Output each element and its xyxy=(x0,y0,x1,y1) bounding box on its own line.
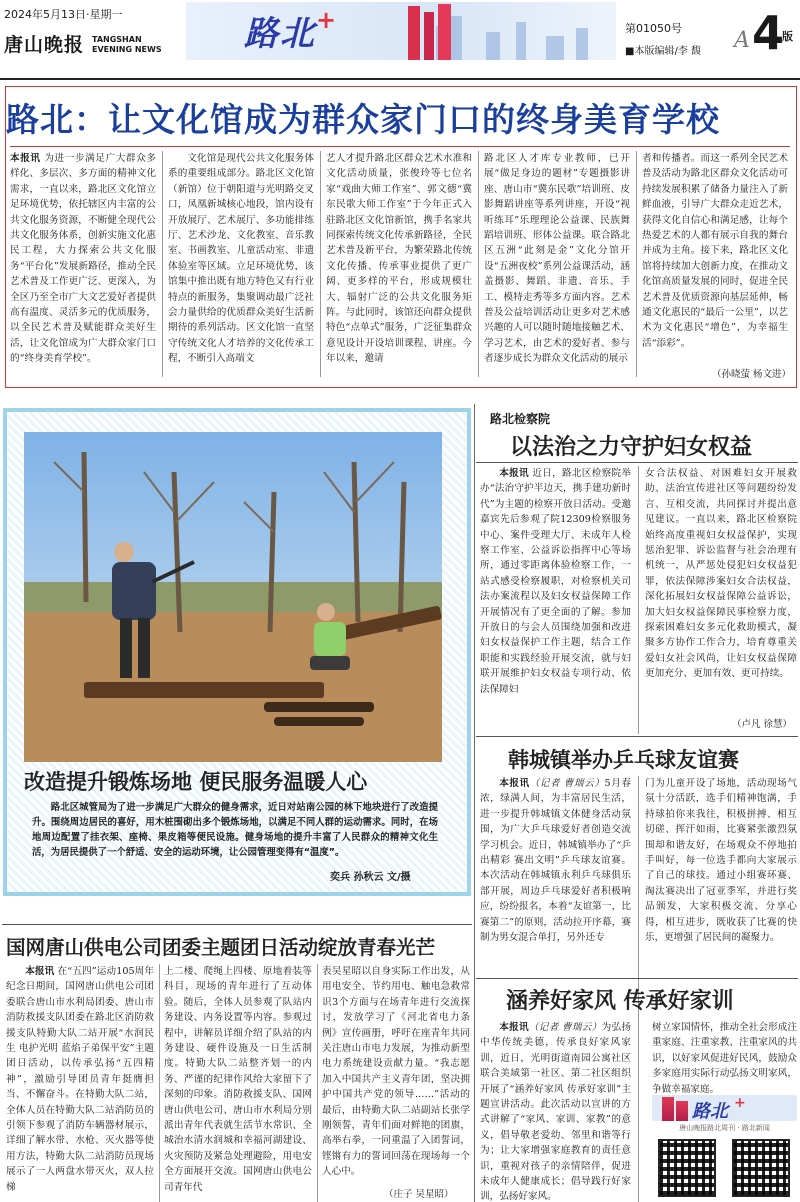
photo-story-caption: 路北区城管局为了进一步满足广大群众的健身需求，近日对站南公园的林下地块进行了改造提升。围绕周边居民的喜好，用木桩围砌出多个锻炼场地，以满足不同人群的运动需求。同时，在场地周边配置了挂衣架、座椅、果皮箱等便民设施。健身场地的提升丰富了人民群众的精神文化生活，为居民提供了一个舒适、安全的运动环境，让公园管理变得有“温度”。 xyxy=(32,802,438,858)
story-lead: 本报讯 xyxy=(499,468,529,479)
column-divider xyxy=(317,964,318,1202)
story-rule xyxy=(476,978,798,979)
page-number: 4 xyxy=(752,6,785,60)
paper-logo-en xyxy=(92,35,162,55)
promo-title: 路北 xyxy=(692,1101,728,1122)
photo-story-credit: 奕兵 孙秋云 文/摄 xyxy=(330,872,411,883)
promo-line: 唐山晚报路北周刊 · 路北新闻 xyxy=(679,1124,770,1132)
procuratorate-byline: （卢凡 徐慧） xyxy=(732,719,793,730)
procuratorate-title: 以法治之力守护妇女权益 xyxy=(510,435,753,460)
qr-code-icon[interactable] xyxy=(658,1139,716,1197)
park-photo xyxy=(24,432,442,762)
story-lead: 本报讯 xyxy=(25,966,55,977)
top-story-col-3: 艺人才提升路北区群众艺术水准和文化活动质量，张俊玲等七位名家“戏曲大师工作室”、郭文德“冀东民歌大师工作室”于今年正式入驻路北区文化馆新馆，携手名家共同探索传统文化传承新路径，全民艺术普及新平台，为繁荣路北传统文化传播、传承事业提供了更广阔、更多样的平台，形成规模壮大、辐射广泛的公共文化服务矩阵。与此同时，该馆还向群众提供特色“点单式”服务，广泛征集群众意见设计开设培训课程、讲座。今年以来，邀请 xyxy=(326,153,472,365)
top-story-col-5: 者和传播者。而这一系列全民艺术普及活动为路北区群众文化活动可持续发展积累了储备力量注入了新鲜血液，引导广大群众走近艺术，获得文化自信心和满足感，让每个热爱艺术的人都有展示自我的舞台并成为主角。接下来，路北区文化馆将持续加大创新力度，在推动文化馆高质量发展的同时，促进全民艺术普及优质资源向基层延伸，畅通文化惠民的“最后一公里”，以艺术为文化惠民“增色”，为幸福生活“添彩”。 xyxy=(642,153,788,349)
story-text: 近日，路北区检察院举办“法治守护半边天，携手建功新时代”为主题的检察开放日活动。受邀嘉宾先后参观了院12309检察服务中心、案件受理大厅、未成年人检察工作室、公益诉讼指挥中心等场所，通过零距离体验检察工作，一站式感受检察履职，对检察机关司法办案流程以及妇女权益保障工作开展情况有了更全面的了解。参加开放日的与会人员围绕加强和改进妇女权益保护工作主题，结合工作职能和实践经验开展交流，就与妇联开展维护妇女权益专项行动、依法保障妇 xyxy=(480,468,631,695)
story-text: 5月春浓，绿满人间，为丰富居民生活，进一步提升韩城镇文体健身活动氛围，为广大乒乓球爱好者创造交流学习机会。近日，韩城镇举办了“乒出精彩 赛出文明”乒乓球友谊赛。本次活动在韩城镇永利乒乓球俱乐部开展，周边乒乓球爱好者积极响应，纷纷报名，本着“友谊第一，比赛第二”的原则，活动拉开序幕，赛制为男女混合单打，另外还专 xyxy=(480,778,631,944)
column-divider xyxy=(159,964,160,1202)
story-rule xyxy=(476,736,798,737)
masthead-rule xyxy=(0,78,800,80)
top-story-col-1 xyxy=(10,151,156,377)
paper-logo-en-line: TANGSHAN xyxy=(92,35,142,44)
story-text: 在“五四”运动105周年纪念日期间，国网唐山供电公司团委联合唐山市水利局团委、唐山市消防救援支队团委在路北区消防救援支队特勤大队二站开展“水润民生 电护光明 蓝焰子弟保平安”主题团日活动，以传承弘扬“五四精神”，激励引导团员青年挺膺担当、不懈奋斗。在特勤大队二站，全体人员在特勤大队二站消防员的引领下参观了消防车辆器材展示，详细了解水带、水枪、灭火器等使用方法，特勤大队二站消防员现场展示了一人两盘水带灭火，双人拉梯 xyxy=(6,966,154,1193)
column-divider xyxy=(638,466,639,734)
headline-rule xyxy=(10,146,790,147)
column-divider xyxy=(638,1020,639,1202)
section-plus: + xyxy=(316,6,339,34)
paper-logo: 唐山晚报 xyxy=(4,34,85,56)
column-divider xyxy=(162,151,163,377)
top-story-col-4: 路北区人才库专业教师，已开展“做足身边的题材”专题摄影讲座、唐山市“冀东民歌”培训班、皮影舞蹈讲座等系列讲座，开设“视听练耳”乐理理论公益课、民族舞蹈培训班、形体公益课。联合路北区五洲“此刻是金”文化分馆开设“五洲夜校”系列公益课活动，涵盖摄影、舞蹈、非遗、音乐、手工、模特走秀等多方面内容。艺术普及公益培训活动让更多对艺术感兴趣的人可以随时随地接触艺术、学习艺术，由艺术的爱好者、参与者逐步成长为群众文化活动的展示 xyxy=(484,153,630,365)
top-story-col-2: 文化馆是现代公共文化服务体系的重要组成部分。路北区文化馆（新馆）位于朝阳道与光明路交叉口，凤凰新城核心地段，馆内设有开放展厅、艺术展厅、多功能排练厅、艺术沙龙、文化教室、音乐教室、书画教室、儿童活动室、非遗体验室等区域。立足环境优势，该馆集中推出既有地方特色又有行业特点的新服务，集聚调动最广泛社会力量供给的优质群众美好生活新期待的系列活动。区文化馆一直坚守传统文化人才培养的文化传承工程，不断引入高端文 xyxy=(168,153,314,365)
pingpong-col-2: 门为儿童开设了场地，活动现场气氛十分活跃，选手们精神饱满，手持球拍你来我往，积极拼搏、相互切磋、挥汗如雨，比赛紧张激烈氛围却和谐友好，在场观众不停地拍手叫好，每一位选手都向大家展示了自己的球技。通过小组赛环赛、淘汰赛决出了冠亚季军，并进行奖品颁发，大家积极交流、分享心得，相互进步，既收获了比赛的快乐，更增强了居民间的凝聚力。 xyxy=(645,778,797,944)
qr-code-icon[interactable] xyxy=(732,1139,790,1197)
column-divider xyxy=(636,151,637,377)
grid-story-col-1 xyxy=(6,964,154,1202)
section-title xyxy=(244,6,338,55)
promo-tower-icon xyxy=(676,1101,688,1121)
promo-banner xyxy=(652,1095,797,1121)
photo-story-title: 改造提升锻炼场地 便民服务温暖人心 xyxy=(24,770,368,794)
promo-plus: + xyxy=(734,1095,746,1111)
story-lead: 本报讯 xyxy=(10,153,41,164)
grid-story-byline: （庄子 吴星昭） xyxy=(384,1189,454,1200)
page-letter: A xyxy=(734,28,750,53)
section-divider xyxy=(474,404,475,1202)
story-lead: 本报讯 xyxy=(499,778,530,789)
promo-box xyxy=(652,1095,797,1202)
procuratorate-kicker: 路北检察院 xyxy=(490,412,551,426)
family-col-1 xyxy=(480,1020,631,1202)
family-col-2: 树立家国情怀，推动全社会形成注重家庭、注重家教、注重家风的共识，以好家风促进好民风，鼓励众多家庭用实际行动弘扬文明家风，争做幸福家庭。 xyxy=(652,1022,797,1094)
top-story-headline: 路北：让文化馆成为群众家门口的终身美育学校 xyxy=(6,100,720,139)
story-lead: 本报讯 xyxy=(499,1022,529,1033)
procuratorate-col-2: 女合法权益、对困难妇女开展救助、法治宣传进社区等问题纷纷发言、互相交流，共同探讨并提出意见建议。一直以来，路北区检察院始终高度重视妇女权益保护，实现惩治犯罪、诉讼监督与社会治理有机统一，从严惩处侵犯妇女权益犯罪，依法保障涉案妇女合法权益，深化拓展妇女权益保障公益诉讼，加大妇女权益保障民事检察力度，探索困难妇女多元化救助模式，凝聚多方协作工作合力，培育尊重关爱妇女社会风尚，让妇女权益保障更加充分、更加有效、更可持续。 xyxy=(645,468,797,680)
procuratorate-col-1 xyxy=(480,466,631,734)
top-story-byline: （孙晓萤 杨文进） xyxy=(712,369,792,380)
section-title-text: 路北 xyxy=(244,14,316,54)
story-reporter: （记者 曹瑞云） xyxy=(529,778,605,789)
story-text: 为进一步满足广大群众多样化、多层次、多方面的精神文化需求，一直以来，路北区文化馆立足环境优势，依托辖区内丰富的公共文化服务资源，不断健全现代公共文化服务体系，创新实施文化惠民工程，大力探索公共文化服务“平台化”发展新路径，推动全民艺术普及工作更广泛、更深入，为全区乃至全市广大文艺爱好者提供高有温度、灵活多元的优质服务，以全民艺术普及赋能群众美好生活，让文化馆成为广大群众家门口的“终身美育学校”。 xyxy=(10,153,156,365)
story-reporter: （记者 曹瑞云） xyxy=(528,1022,602,1033)
grid-story-col-3: 表吴星昭以自身实际工作出发，从用电安全、节约用电、触电急救常识3个方面与在场青年进行交流探讨，发放学习了《河北省电力条例》宣传画册，呼吁在座青年共同关注唐山市电力发展，为推动新型电力系统建设贡献力量。“我志愿加入中国共产主义青年团，坚决拥护中国共产党的领导……”活动的最后，由特勤大队二站副站长张学刚领誓，青年们面对鲜艳的团旗，高举右拳，一同重温了入团誓词，铿锵有力的誓词回荡在现场每一个人心中。 xyxy=(322,966,470,1178)
masthead xyxy=(0,0,800,78)
story-text: 为弘扬中华传统美德，传承良好家风家训，近日，光明街道南园公寓社区联合美域第一社区、第二社区组织开展了“涵养好家风 传承好家训”主题宣讲活动。此次活动以宣讲的方式讲解了“家风、家训、家教”的意义，倡导敬老爱幼、邻里和谐等行为；让大家增强家庭教育的责任意识，重视对孩子的亲情陪伴，促进未成年人健康成长；倡导践行好家训，弘扬好家风。 xyxy=(480,1022,631,1202)
grid-story-col-2: 上二楼、爬绳上四楼、原地着装等科目，现场的青年进行了互动体验。随后，全体人员参观了队站内务建设、内务设置等内容。参观过程中，讲解员详细介绍了队站的内务建设、硬件设施及一日生活制度。特勤大队二站整齐划一的内务、严谨的纪律作风给大家留下了深刻的印象。消防救援支队、国网唐山供电公司、唐山市水利局分别派出青年代表就生活节水常识、全城治水清水润城和幸福河湖建设、火灾预防及紧急处理避险，用电安全方面展开交流。国网唐山供电公司青年代 xyxy=(164,966,312,1193)
promo-tower-icon xyxy=(662,1097,674,1121)
park-workers-image xyxy=(24,432,442,762)
story-rule xyxy=(476,462,798,463)
pingpong-title: 韩城镇举办乒乓球友谊赛 xyxy=(508,748,739,772)
paper-logo-en-line: EVENING NEWS xyxy=(92,45,162,54)
page-word: 版 xyxy=(782,30,793,43)
issue-number: 第01050号 xyxy=(625,22,682,35)
story-rule xyxy=(2,924,472,925)
family-title: 涵养好家风 传承好家训 xyxy=(506,989,734,1014)
column-divider xyxy=(478,151,479,377)
grid-story-title: 国网唐山供电公司团委主题团日活动绽放青春光芒 xyxy=(6,936,436,959)
column-divider xyxy=(320,151,321,377)
page-editor: ■本版编辑/李 馥 xyxy=(625,46,701,57)
issue-date: 2024年5月13日·星期一 xyxy=(4,8,123,21)
